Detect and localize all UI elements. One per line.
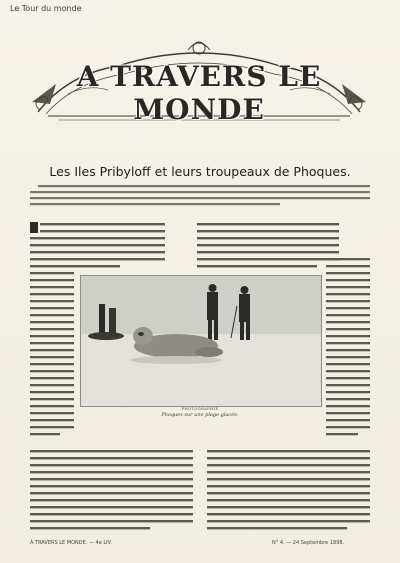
banner [28, 34, 370, 126]
photo-credit: PHOTOGRAPHIE [181, 406, 219, 411]
column-text-lines [326, 256, 370, 442]
lead-paragraph [30, 184, 370, 213]
column-narrow-right [326, 256, 370, 442]
seal-photo-illustration [81, 276, 321, 406]
footer-right: N° 4. — 24 Septembre 1898. [272, 540, 345, 546]
column-right-top [197, 222, 339, 270]
column-bottom-right [207, 448, 370, 534]
lead-text-lines [30, 184, 370, 210]
column-text-lines [30, 222, 165, 270]
photo-caption: Phoques sur une plage glacée. [161, 412, 239, 418]
article-title: Les Iles Pribyloff et leurs troupeaux de Phoques. [49, 164, 351, 179]
seal-photo [80, 275, 322, 407]
column-left-top [30, 222, 165, 270]
column-text-lines [30, 270, 74, 440]
column-bottom-left [30, 448, 193, 534]
column-text-lines [30, 448, 193, 534]
running-head: Le Tour du monde [10, 4, 82, 13]
column-text-lines [207, 448, 370, 534]
banner-title: A TRAVERS LE MONDE [76, 60, 322, 126]
column-text-lines [197, 222, 339, 270]
footer-left: À TRAVERS LE MONDE. — 4e LIV. [30, 540, 113, 546]
column-narrow-left [30, 270, 74, 440]
